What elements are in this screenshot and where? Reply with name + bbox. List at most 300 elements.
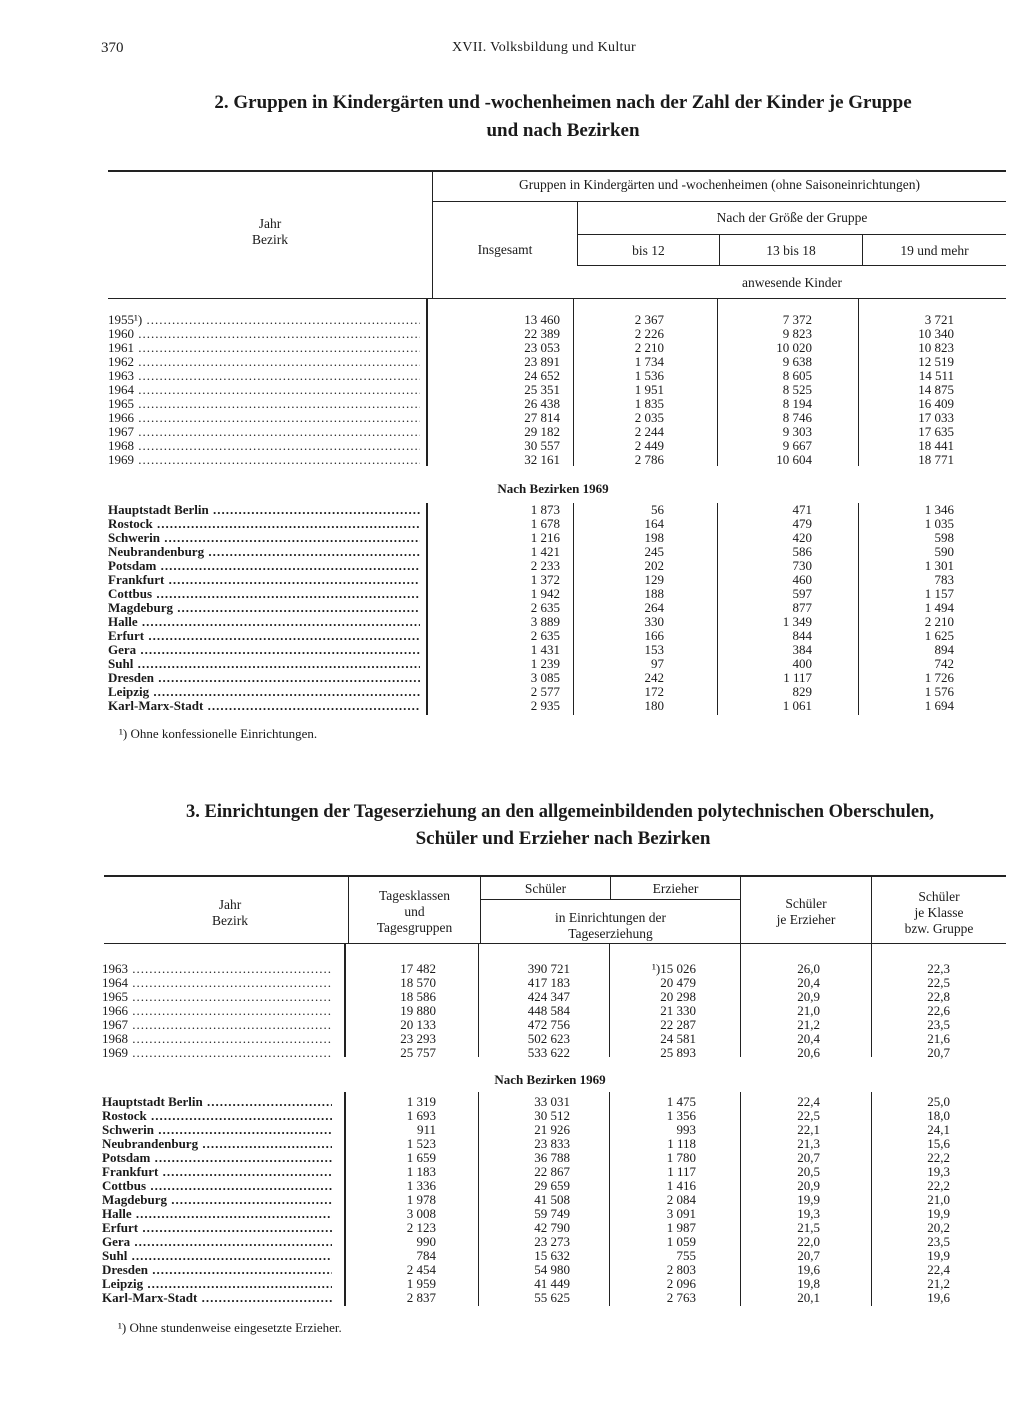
row-label: Leipzig ..... (102, 1277, 332, 1291)
cell-schueler: 30 512 (534, 1108, 570, 1123)
table2-stub-head (180, 216, 360, 248)
table-row (108, 615, 954, 629)
cell-insgesamt: 1 421 (530, 544, 560, 559)
row-label: Erfurt ..... (102, 1221, 332, 1235)
cell-tagesklassen: 2 123 (406, 1220, 436, 1235)
table-row (102, 962, 952, 976)
table-row (102, 1004, 952, 1018)
table-row (108, 685, 954, 699)
cell-erzieher: 24 581 (660, 1031, 696, 1046)
cell-erzieher: 1 059 (666, 1234, 696, 1249)
cell-19: 18 441 (918, 438, 954, 453)
cell-13-18: 9 303 (782, 424, 812, 439)
table-row (108, 453, 954, 467)
running-head: XVII. Volksbildung und Kultur (452, 40, 636, 55)
cell-tagesklassen: 911 (416, 1122, 436, 1137)
row-label: 1964 ..... (108, 383, 420, 397)
cell-19: 590 (934, 544, 954, 559)
cell-je-klasse: 19,9 (927, 1206, 950, 1221)
row-label: Potsdam ..... (102, 1151, 332, 1165)
cell-je-klasse: 22,4 (927, 1262, 950, 1277)
cell-schueler: 390 721 (527, 961, 570, 976)
cell-bis12: 97 (651, 656, 664, 671)
cell-erzieher: ¹)15 026 (652, 961, 696, 976)
table-row (102, 1032, 952, 1046)
cell-je-erzieher: 21,0 (797, 1003, 820, 1018)
cell-je-klasse: 22,3 (927, 961, 950, 976)
row-label: Gera ..... (108, 643, 420, 657)
tagesklassen-line2: und (404, 904, 425, 919)
cell-je-klasse: 22,2 (927, 1150, 950, 1165)
table3-footnote: ¹) Ohne stundenweise eingesetzte Erzieher. (118, 1320, 342, 1335)
cell-je-erzieher: 19,8 (797, 1276, 820, 1291)
cell-tagesklassen: 1 959 (406, 1276, 436, 1291)
row-label: Leipzig ..... (108, 685, 420, 699)
cell-erzieher: 1 475 (666, 1094, 696, 1109)
cell-bis12: 242 (644, 670, 664, 685)
cell-insgesamt: 2 233 (530, 558, 560, 573)
cell-erzieher: 20 298 (660, 989, 696, 1004)
span-line1: in Einrichtungen der (555, 910, 666, 925)
cell-je-klasse: 15,6 (927, 1136, 950, 1151)
table2-title-line2: und nach Bezirken (486, 120, 640, 141)
cell-je-klasse: 19,6 (927, 1290, 950, 1305)
table-row (108, 629, 954, 643)
cell-je-erzieher: 19,6 (797, 1262, 820, 1277)
table2-top-rule (108, 170, 1006, 172)
je-erzieher-line1: Schüler (785, 896, 827, 911)
cell-erzieher: 1 118 (667, 1136, 696, 1151)
table2-unit-header: anwesende Kinder (741, 275, 843, 290)
cell-je-erzieher: 22,1 (797, 1122, 820, 1137)
row-label: Karl-Marx-Stadt ..... (108, 699, 420, 713)
table2-footnote: ¹) Ohne konfessionelle Einrichtungen. (119, 726, 318, 741)
table-row (102, 1193, 952, 1207)
table-row (108, 503, 954, 517)
table3-col-schueler: Schüler (524, 881, 567, 896)
cell-tagesklassen: 1 693 (406, 1108, 436, 1123)
table2-district-heading: Nach Bezirken 1969 (497, 481, 609, 496)
cell-insgesamt: 1 942 (530, 586, 560, 601)
cell-tagesklassen: 1 336 (406, 1178, 436, 1193)
table-row (108, 341, 954, 355)
cell-schueler: 41 508 (534, 1192, 570, 1207)
cell-erzieher: 1 780 (666, 1150, 696, 1165)
cell-erzieher: 1 987 (666, 1220, 696, 1235)
je-erzieher-line2: je Erzieher (776, 912, 836, 927)
table3-mid-rule (480, 899, 740, 900)
table-row (108, 313, 954, 327)
cell-tagesklassen: 3 008 (406, 1206, 436, 1221)
cell-schueler: 23 833 (534, 1136, 570, 1151)
row-label: Dresden ..... (108, 671, 420, 685)
cell-tagesklassen: 19 880 (400, 1003, 436, 1018)
cell-bis12: 166 (644, 628, 664, 643)
row-label: 1969 ..... (102, 1046, 332, 1060)
table2-col-13-18: 13 bis 18 (766, 243, 816, 258)
cell-je-klasse: 22,6 (927, 1003, 950, 1018)
cell-erzieher: 22 287 (660, 1017, 696, 1032)
row-label: 1964 ..... (102, 976, 332, 990)
table3-span-header (481, 910, 740, 942)
cell-je-erzieher: 20,7 (797, 1248, 820, 1263)
cell-insgesamt: 1 431 (530, 642, 560, 657)
cell-insgesamt: 3 085 (530, 670, 560, 685)
cell-insgesamt: 1 216 (530, 530, 560, 545)
cell-tagesklassen: 784 (416, 1248, 436, 1263)
cell-je-klasse: 25,0 (927, 1094, 950, 1109)
row-label: 1968 ..... (102, 1032, 332, 1046)
cell-13-18: 9 667 (782, 438, 812, 453)
table2-span-header: Gruppen in Kindergärten und -wochenheimen (ohne Saisoneinrichtungen) (519, 177, 920, 192)
cell-13-18: 420 (792, 530, 812, 545)
table-row (102, 990, 952, 1004)
table-row (108, 545, 954, 559)
cell-13-18: 7 372 (782, 312, 812, 327)
table-row (102, 1137, 952, 1151)
table2-cols-rule (577, 265, 1006, 266)
table3-stub-head (140, 897, 320, 929)
cell-bis12: 153 (644, 642, 664, 657)
cell-schueler: 54 980 (534, 1262, 570, 1277)
cell-bis12: 172 (644, 684, 664, 699)
row-label: 1969 ..... (108, 453, 420, 467)
table-row (102, 1018, 952, 1032)
cell-je-erzieher: 22,5 (797, 1108, 820, 1123)
cell-13-18: 586 (792, 544, 812, 559)
table3-col-erzieher: Erzieher (652, 881, 699, 896)
cell-tagesklassen: 1 319 (406, 1094, 436, 1109)
cell-insgesamt: 22 389 (524, 326, 560, 341)
cell-19: 18 771 (918, 452, 954, 467)
tagesklassen-line1: Tagesklassen (378, 888, 451, 903)
cell-19: 1 625 (924, 628, 954, 643)
cell-13-18: 9 823 (782, 326, 812, 341)
cell-je-klasse: 20,7 (927, 1045, 950, 1060)
cell-tagesklassen: 23 293 (400, 1031, 436, 1046)
table-row (102, 1046, 952, 1060)
cell-bis12: 245 (644, 544, 664, 559)
cell-je-erzieher: 21,2 (797, 1017, 820, 1032)
cell-je-erzieher: 19,3 (797, 1206, 820, 1221)
cell-19: 14 875 (918, 382, 954, 397)
cell-19: 16 409 (918, 396, 954, 411)
cell-tagesklassen: 1 978 (406, 1192, 436, 1207)
cell-bis12: 2 786 (634, 452, 664, 467)
cell-tagesklassen: 2 837 (406, 1290, 436, 1305)
table2-head-bottom-rule (108, 298, 1006, 299)
table-row (108, 559, 954, 573)
cell-erzieher: 2 763 (666, 1290, 696, 1305)
cell-13-18: 829 (792, 684, 812, 699)
row-label: 1965 ..... (102, 990, 332, 1004)
cell-je-erzieher: 20,4 (797, 1031, 820, 1046)
cell-schueler: 533 622 (527, 1045, 570, 1060)
table2-insgesamt-header: Insgesamt (477, 242, 533, 257)
row-label: Neubrandenburg ..... (102, 1137, 332, 1151)
cell-13-18: 10 020 (776, 340, 812, 355)
cell-schueler: 36 788 (534, 1150, 570, 1165)
table-row (102, 1277, 952, 1291)
row-label: Magdeburg ..... (102, 1193, 332, 1207)
cell-insgesamt: 1 372 (530, 572, 560, 587)
cell-erzieher: 1 356 (666, 1108, 696, 1123)
cell-13-18: 9 638 (782, 354, 812, 369)
row-label: 1961 ..... (108, 341, 420, 355)
table-row (102, 1291, 952, 1305)
cell-19: 1 576 (924, 684, 954, 699)
cell-schueler: 23 273 (534, 1234, 570, 1249)
row-label: Frankfurt ..... (102, 1165, 332, 1179)
cell-insgesamt: 32 161 (524, 452, 560, 467)
cell-bis12: 1 734 (634, 354, 664, 369)
cell-schueler: 29 659 (534, 1178, 570, 1193)
cell-bis12: 1 951 (634, 382, 664, 397)
table-row (102, 1263, 952, 1277)
table-row (108, 355, 954, 369)
cell-je-klasse: 21,0 (927, 1192, 950, 1207)
table2-span-rule (433, 201, 1006, 202)
row-label: Magdeburg ..... (108, 601, 420, 615)
row-label: Suhl ..... (102, 1249, 332, 1263)
cell-tagesklassen: 18 570 (400, 975, 436, 990)
table3-col-je-erzieher (741, 896, 871, 928)
cell-tagesklassen: 20 133 (400, 1017, 436, 1032)
cell-je-erzieher: 21,5 (797, 1220, 820, 1235)
cell-schueler: 502 623 (527, 1031, 570, 1046)
cell-je-erzieher: 20,7 (797, 1150, 820, 1165)
stub-jahr: Jahr (218, 897, 242, 912)
cell-19: 1 346 (924, 502, 954, 517)
cell-erzieher: 1 416 (666, 1178, 696, 1193)
cell-13-18: 844 (792, 628, 812, 643)
cell-tagesklassen: 25 757 (400, 1045, 436, 1060)
row-label: Schwerin ..... (102, 1123, 332, 1137)
table-row (102, 1179, 952, 1193)
table-row (108, 411, 954, 425)
cell-19: 783 (934, 572, 954, 587)
cell-19: 2 210 (924, 614, 954, 629)
row-label: Cottbus ..... (102, 1179, 332, 1193)
table-row (108, 517, 954, 531)
page-number: 370 (101, 40, 124, 56)
cell-tagesklassen: 990 (416, 1234, 436, 1249)
cell-je-klasse: 20,2 (927, 1220, 950, 1235)
table-row (108, 327, 954, 341)
row-label: 1968 ..... (108, 439, 420, 453)
row-label: 1962 ..... (108, 355, 420, 369)
row-label: 1963 ..... (102, 962, 332, 976)
table-row (102, 976, 952, 990)
table3-title-line1: 3. Einrichtungen der Tageserziehung an den allgemeinbildenden polytechnischen Oberschulen, (186, 802, 934, 822)
table-row (108, 643, 954, 657)
table2-col-bis12: bis 12 (632, 243, 665, 258)
cell-insgesamt: 2 635 (530, 600, 560, 615)
cell-schueler: 448 584 (527, 1003, 570, 1018)
cell-je-klasse: 22,2 (927, 1178, 950, 1193)
cell-schueler: 41 449 (534, 1276, 570, 1291)
table-row (108, 601, 954, 615)
cell-19: 10 823 (918, 340, 954, 355)
cell-je-klasse: 21,6 (927, 1031, 950, 1046)
cell-je-erzieher: 22,4 (797, 1094, 820, 1109)
cell-bis12: 188 (644, 586, 664, 601)
table-row (108, 671, 954, 685)
cell-erzieher: 21 330 (660, 1003, 696, 1018)
cell-je-erzieher: 26,0 (797, 961, 820, 976)
cell-13-18: 10 604 (776, 452, 812, 467)
cell-19: 12 519 (918, 354, 954, 369)
cell-erzieher: 2 803 (666, 1262, 696, 1277)
cell-bis12: 2 210 (634, 340, 664, 355)
row-label: 1966 ..... (102, 1004, 332, 1018)
cell-19: 1 035 (924, 516, 954, 531)
cell-13-18: 877 (792, 600, 812, 615)
cell-13-18: 400 (792, 656, 812, 671)
cell-je-erzieher: 20,9 (797, 989, 820, 1004)
cell-19: 894 (934, 642, 954, 657)
cell-erzieher: 20 479 (660, 975, 696, 990)
row-label: Neubrandenburg ..... (108, 545, 420, 559)
cell-19: 10 340 (918, 326, 954, 341)
row-label: 1967 ..... (102, 1018, 332, 1032)
stub-jahr: Jahr (258, 216, 282, 231)
cell-je-erzieher: 20,1 (797, 1290, 820, 1305)
cell-13-18: 1 117 (783, 670, 812, 685)
cell-schueler: 417 183 (527, 975, 570, 990)
cell-13-18: 1 061 (782, 698, 812, 713)
cell-erzieher: 3 091 (666, 1206, 696, 1221)
row-label: Rostock ..... (108, 517, 420, 531)
cell-insgesamt: 24 652 (524, 368, 560, 383)
cell-19: 1 694 (924, 698, 954, 713)
je-klasse-line3: bzw. Gruppe (904, 921, 974, 936)
table-row (108, 699, 954, 713)
cell-bis12: 2 367 (634, 312, 664, 327)
cell-13-18: 471 (792, 502, 812, 517)
cell-19: 17 635 (918, 424, 954, 439)
table-row (102, 1165, 952, 1179)
row-label: Rostock ..... (102, 1109, 332, 1123)
cell-schueler: 59 749 (534, 1206, 570, 1221)
cell-je-klasse: 23,5 (927, 1017, 950, 1032)
table3-district-heading: Nach Bezirken 1969 (494, 1072, 606, 1087)
cell-je-erzieher: 20,6 (797, 1045, 820, 1060)
cell-insgesamt: 30 557 (524, 438, 560, 453)
cell-insgesamt: 1 239 (530, 656, 560, 671)
cell-tagesklassen: 1 659 (406, 1150, 436, 1165)
cell-insgesamt: 13 460 (524, 312, 560, 327)
cell-13-18: 479 (792, 516, 812, 531)
cell-schueler: 22 867 (534, 1164, 570, 1179)
cell-je-klasse: 18,0 (927, 1108, 950, 1123)
cell-19: 1 301 (924, 558, 954, 573)
cell-insgesamt: 2 577 (530, 684, 560, 699)
row-label: Halle ..... (108, 615, 420, 629)
cell-erzieher: 25 893 (660, 1045, 696, 1060)
cell-schueler: 472 756 (527, 1017, 570, 1032)
cell-bis12: 202 (644, 558, 664, 573)
cell-je-erzieher: 20,4 (797, 975, 820, 990)
cell-insgesamt: 25 351 (524, 382, 560, 397)
cell-schueler: 424 347 (527, 989, 570, 1004)
row-label: Erfurt ..... (108, 629, 420, 643)
table-row (102, 1095, 952, 1109)
cell-13-18: 730 (792, 558, 812, 573)
cell-19: 14 511 (918, 368, 954, 383)
table3-col-je-klasse (872, 889, 1006, 937)
tagesklassen-line3: Tagesgruppen (376, 920, 453, 935)
cell-erzieher: 2 084 (666, 1192, 696, 1207)
je-klasse-line2: je Klasse (914, 905, 964, 920)
cell-bis12: 1 835 (634, 396, 664, 411)
table-row (102, 1123, 952, 1137)
cell-tagesklassen: 17 482 (400, 961, 436, 976)
table3-title-line2: Schüler und Erzieher nach Bezirken (415, 828, 711, 849)
cell-je-klasse: 19,3 (927, 1164, 950, 1179)
table2-size-header: Nach der Größe der Gruppe (716, 210, 868, 225)
cell-tagesklassen: 1 183 (406, 1164, 436, 1179)
table-row (102, 1249, 952, 1263)
cell-je-erzieher: 22,0 (797, 1234, 820, 1249)
cell-13-18: 8 605 (782, 368, 812, 383)
cell-bis12: 56 (651, 502, 664, 517)
cell-insgesamt: 23 053 (524, 340, 560, 355)
cell-tagesklassen: 18 586 (400, 989, 436, 1004)
cell-bis12: 2 449 (634, 438, 664, 453)
cell-19: 1 157 (924, 586, 954, 601)
cell-insgesamt: 27 814 (524, 410, 560, 425)
cell-13-18: 384 (792, 642, 812, 657)
cell-schueler: 55 625 (534, 1290, 570, 1305)
table-row (102, 1151, 952, 1165)
cell-insgesamt: 29 182 (524, 424, 560, 439)
table-row (102, 1109, 952, 1123)
cell-je-erzieher: 20,9 (797, 1178, 820, 1193)
cell-insgesamt: 26 438 (524, 396, 560, 411)
cell-je-erzieher: 19,9 (797, 1192, 820, 1207)
cell-bis12: 198 (644, 530, 664, 545)
cell-schueler: 21 926 (534, 1122, 570, 1137)
cell-schueler: 42 790 (534, 1220, 570, 1235)
table-row (108, 383, 954, 397)
cell-je-klasse: 24,1 (927, 1122, 950, 1137)
row-label: Gera ..... (102, 1235, 332, 1249)
cell-19: 17 033 (918, 410, 954, 425)
cell-19: 1 494 (924, 600, 954, 615)
table-row (108, 439, 954, 453)
cell-19: 742 (934, 656, 954, 671)
table-row (102, 1207, 952, 1221)
stub-bezirk: Bezirk (252, 232, 288, 247)
table-row (102, 1221, 952, 1235)
row-label: Potsdam ..... (108, 559, 420, 573)
stub-bezirk: Bezirk (212, 913, 248, 928)
je-klasse-line1: Schüler (918, 889, 960, 904)
row-label: 1960 ..... (108, 327, 420, 341)
table2-col-19: 19 und mehr (900, 243, 969, 258)
cell-je-erzieher: 21,3 (797, 1136, 820, 1151)
cell-bis12: 2 226 (634, 326, 664, 341)
cell-bis12: 164 (644, 516, 664, 531)
cell-tagesklassen: 1 523 (406, 1136, 436, 1151)
row-label: 1955¹) ..... (108, 313, 420, 327)
cell-je-erzieher: 20,5 (797, 1164, 820, 1179)
row-label: 1967 ..... (108, 425, 420, 439)
cell-13-18: 1 349 (782, 614, 812, 629)
cell-bis12: 129 (644, 572, 664, 587)
cell-insgesamt: 1 678 (530, 516, 560, 531)
